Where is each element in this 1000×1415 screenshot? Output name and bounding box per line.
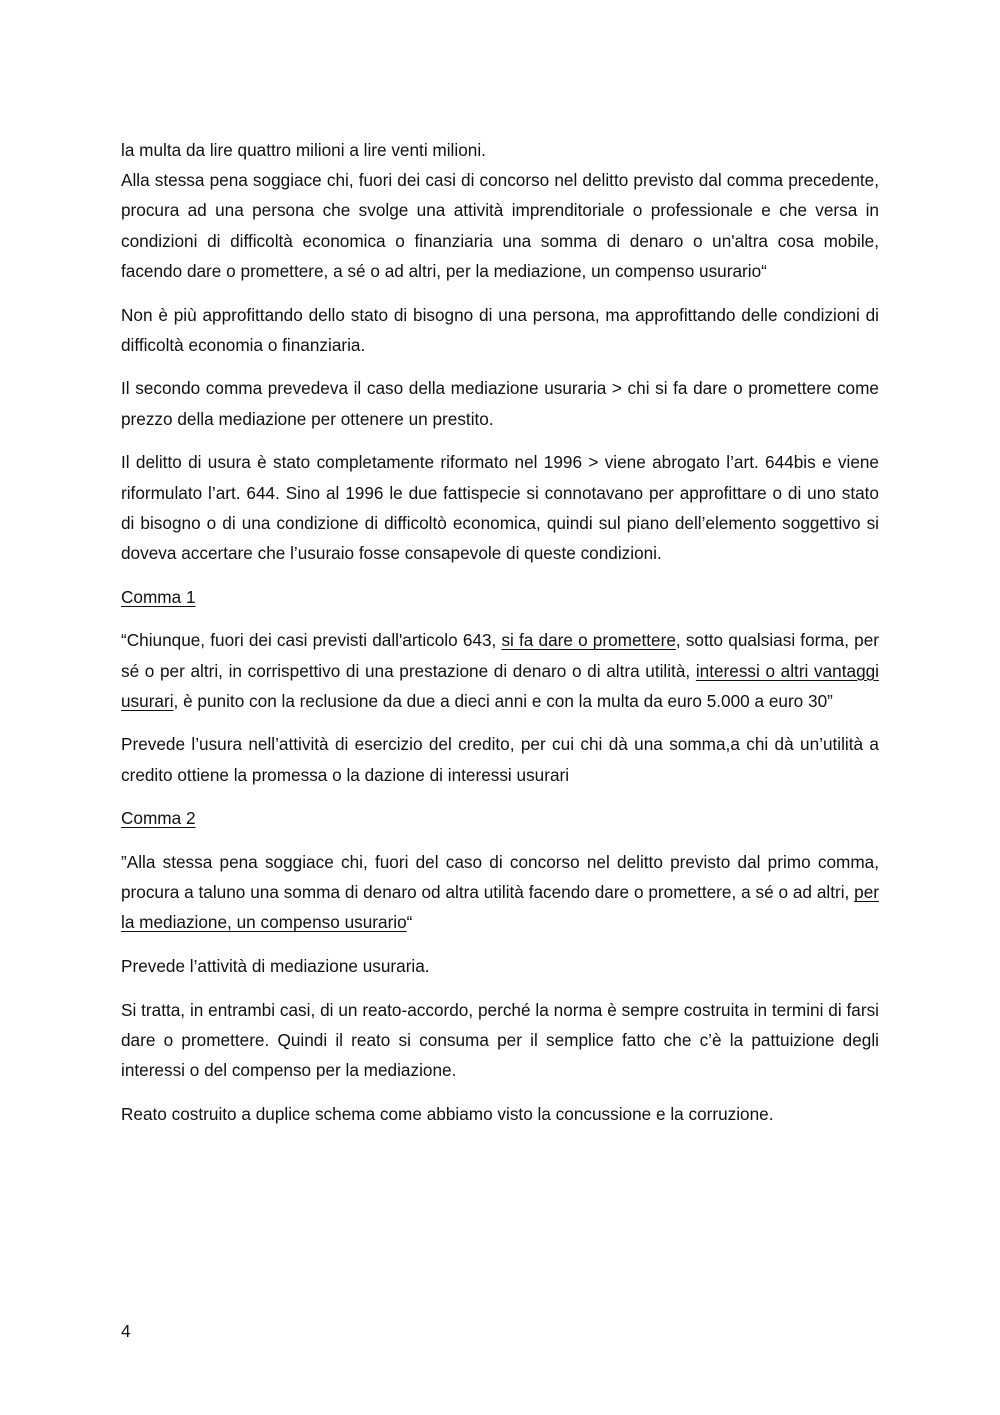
page-number: 4 — [121, 1321, 131, 1341]
quote-comma-2-underline-1: per la mediazione, un compenso usurario — [121, 882, 879, 933]
paragraph-difficulty-conditions: Non è più approfittando dello stato di bisogno di una persona, ma approfittando delle condizioni di difficoltà economia o finanziaria. — [121, 304, 879, 355]
paragraph-continuation: la multa da lire quattro milioni a lire venti milioni. — [121, 140, 486, 160]
document-page — [121, 135, 879, 1143]
paragraph-duplice-schema: Reato costruito a duplice schema come abbiamo visto la concussione e la corruzione. — [121, 1103, 774, 1124]
paragraph-quote-comma-1 — [121, 625, 879, 716]
paragraph-credit-usury: Prevede l’usura nell’attività di esercizio del credito, per cui chi dà una somma,a chi dà un’utilità a credito ottiene la promessa o la dazione di interessi usurari — [121, 734, 879, 785]
quote-comma-1-part3: , è punito con la reclusione da due a dieci anni e con la multa da euro 5.000 a euro 30” — [173, 690, 833, 711]
quote-comma-1-part2: , sotto qualsiasi forma, per sé o per altri, in corrispettivo di una prestazione di denaro o di altra utilità, — [121, 630, 879, 681]
quote-comma-2-part2: “ — [406, 912, 413, 933]
quote-comma-2-part1: ”Alla stessa pena soggiace chi, fuori del caso di concorso nel delitto previsto dal primo comma, procura a taluno una somma di denaro od altra utilità facendo dare o promettere, a sé o ad altri, — [121, 852, 879, 903]
quote-comma-1-underline-2: interessi o altri vantaggi usurari — [121, 660, 880, 711]
paragraph-reato-accordo: Si tratta, in entrambi casi, di un reato-accordo, perché la norma è sempre costruita in termini di farsi dare o promettere. Quindi il reato si consuma per il semplice fatto che c’è la pattuizione degli interessi o del compenso per la mediazione. — [121, 999, 879, 1081]
quote-comma-1-part1: “Chiunque, fuori dei casi previsti dall'articolo 643, — [121, 630, 502, 651]
paragraph-mediation: Il secondo comma prevedeva il caso della mediazione usuraria > chi si fa dare o promettere come prezzo della mediazione per ottenere un prestito. — [121, 378, 879, 429]
paragraph-quote-comma-2 — [121, 847, 879, 938]
paragraph-mediation-activity: Prevede l’attività di mediazione usuraria. — [121, 956, 430, 977]
paragraph-quote-second-comma: Alla stessa pena soggiace chi, fuori dei casi di concorso nel delitto previsto dal comma precedente, procura ad una persona che svolge una attività imprenditoriale o professionale e che versa in condizioni di difficoltà economica o finanziaria una somma di denaro o un'altra cosa mobile, facendo dare o promettere, a sé o ad altri, per la mediazione, un compenso usurario“ — [121, 170, 879, 281]
heading-comma-2 — [121, 803, 879, 833]
paragraph-reform-1996: Il delitto di usura è stato completamente riformato nel 1996 > viene abrogato l’art. 644bis e viene riformulato l’art. 644. Sino al 1996 le due fattispecie si connotavano per approfittare o di uno stato di bisogno o di una condizione di difficoltò economica, quindi sul piano dell’elemento soggettivo si doveva accertare che l’usuraio fosse consapevole di queste condizioni. — [121, 452, 879, 563]
quote-comma-1-underline-1: si fa dare o promettere — [501, 630, 676, 651]
heading-comma-1-text: Comma 1 — [121, 586, 196, 607]
heading-comma-2-text: Comma 2 — [121, 808, 196, 829]
heading-comma-1 — [121, 582, 879, 612]
